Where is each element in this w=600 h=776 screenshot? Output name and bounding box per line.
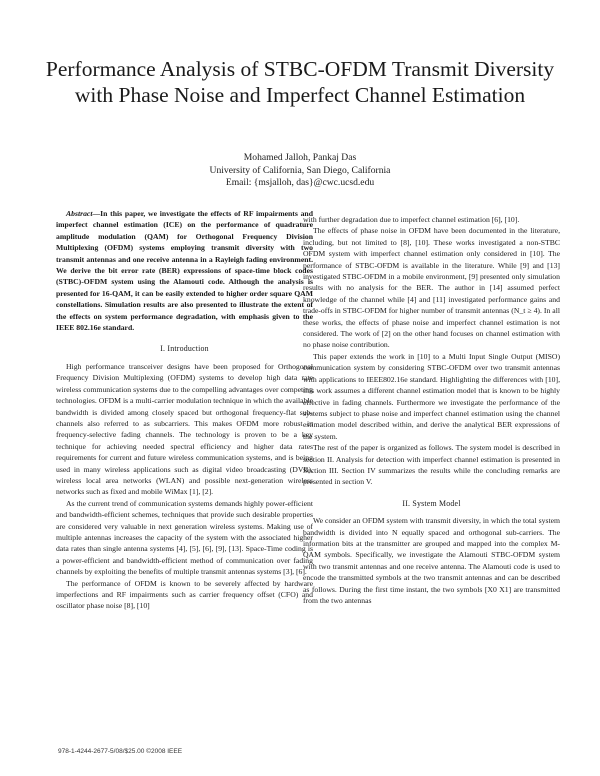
author-email: Email: {msjalloh, das}@cwc.ucsd.edu (225, 177, 375, 188)
author-affiliation: University of California, San Diego, California (209, 164, 391, 176)
intro-paragraph-2: As the current trend of communication systems demands highly power-efficient and bandwidth-efficient schemes, techniques that provide such desirable properties are considered very valuable in next generation wireless systems. Making use of multiple antennas increases the capacity of the system with the associated higher data rates than single antenna systems [4], [5], [6], [9], [13]. Space-Time coding is a power-efficient and bandwidth-efficient method of communication over fading channels by exploiting the benefits of multiple transmit antennas systems [3], [6]. (56, 498, 313, 577)
right-column (303, 214, 560, 606)
abstract-label: Abstract (66, 209, 93, 218)
intro-paragraph-4: The effects of phase noise in OFDM have been documented in the literature, including, but not limited to [8], [10]. These works investigated a non-STBC OFDM system with imperfect channel estimation only considered in [10]. The performance of STBC-OFDM is available in the literature. While [9] and [13] investigated STBC-OFDM in a mobile environment, [9] presented only simulation results with no analysis for the BER. The author in [14] assumed perfect knowledge of the channel while [4] and [11] investigated performance gains and trade-offs in STBC-OFDM for higher number of transmit antennas (N_t ≥ 4). In all these works, the effects of phase noise and imperfect channel estimation is not considered. The work of [2] on the other hand focuses on channel estimation with no phase noise contribution. (303, 226, 560, 350)
intro-paragraph-6: The rest of the paper is organized as follows. The system model is described in section II. Analysis for detection with imperfect channel estimation is presented in Section III. Section IV summarizes the results while the concluding remarks are presented in section V. (303, 443, 560, 487)
left-column (56, 208, 313, 612)
paper-title: Performance Analysis of STBC-OFDM Transmit Diversity with Phase Noise and Imperfect Channel Estimation (45, 57, 555, 107)
intro-paragraph-3: The performance of OFDM is known to be severely affected by hardware imperfections and RF impairments such as carrier frequency offset (CFO) and oscillator phase noise [8], [10] (56, 578, 313, 611)
section-heading-introduction: I. Introduction (160, 344, 209, 354)
copyright-footer: 978-1-4244-2677-5/08/$25.00 ©2008 IEEE (58, 748, 183, 755)
system-model-paragraph-1: We consider an OFDM system with transmit diversity, in which the total system bandwidth is divided into N equally spaced and orthogonal sub-carriers. The information bits at the transmitter are grouped and mapped into the complex M-QAM symbols. Specifically, we investigate the Alamouti STBC-OFDM system with two transmit antennas and one receive antenna. The Alamouti code is used to encode the transmitted symbols at the two transmit antennas and can be described as follows. During the first time instant, the two symbols [X0 X1] are transmitted from the two antennas (303, 516, 560, 605)
intro-paragraph-1: High performance transceiver designs have been proposed for Orthogonal Frequency Division Multiplexing (OFDM) systems to develop high data rate wireless communication systems due to the compelling advantages over competing technologies. OFDM is a multi-carrier modulation technique in which the available bandwidth is divided among closely spaced but orthogonal frequency-flat sub-channels also referred to as subcarriers. This makes OFDM more robust in frequency-selective fading channels. The technology is proven to be a key technique for achieving needed spectral efficiency and higher data rates requirements for current and future wireless communication systems, and is being used in many wireless applications such as digital video broadcasting (DVB), wireless local area networks (WLAN) and possible next-generation wireless networks such as fixed and mobile WiMax [1], [2]. (56, 361, 313, 497)
author-names: Mohamed Jalloh, Pankaj Das (243, 152, 357, 163)
section-heading-system-model: II. System Model (402, 498, 461, 508)
abstract (56, 208, 313, 333)
author-block (0, 152, 600, 190)
abstract-text: —In this paper, we investigate the effects of RF impairments and imperfect channel estimation (ICE) on the performance of quadrature amplitude modulation (QAM) for Orthogonal Frequency Division Multiplexing (OFDM) systems employing transmit diversity with two transmit antennas and one receive antenna in a Rayleigh fading environment. We derive the bit error rate (BER) expressions of space-time block codes (STBC)-OFDM system using the Alamouti code. Although the analysis is presented for 16-QAM, it can be easily extended to higher order square QAM constellations. Simulation results are also presented to illustrate the extent of the effects on system performance degradation, with emphasis given to the IEEE 802.16e standard. (56, 209, 313, 333)
intro-paragraph-3-continued: with further degradation due to imperfect channel estimation [6], [10]. (303, 215, 520, 224)
intro-paragraph-5: This paper extends the work in [10] to a Multi Input Single Output (MISO) communication system by considering STBC-OFDM over two transmit antennas with applications to IEEE802.16e standard. Highlighting the differences with [10], this work assumes a different channel estimation model that is known to be highly effective in fading channels. Furthermore we investigate the performance of the systems subject to phase noise and imperfect channel estimation using the channel estimation model described within, and derive the analytical BER expressions of the system. (303, 351, 560, 441)
